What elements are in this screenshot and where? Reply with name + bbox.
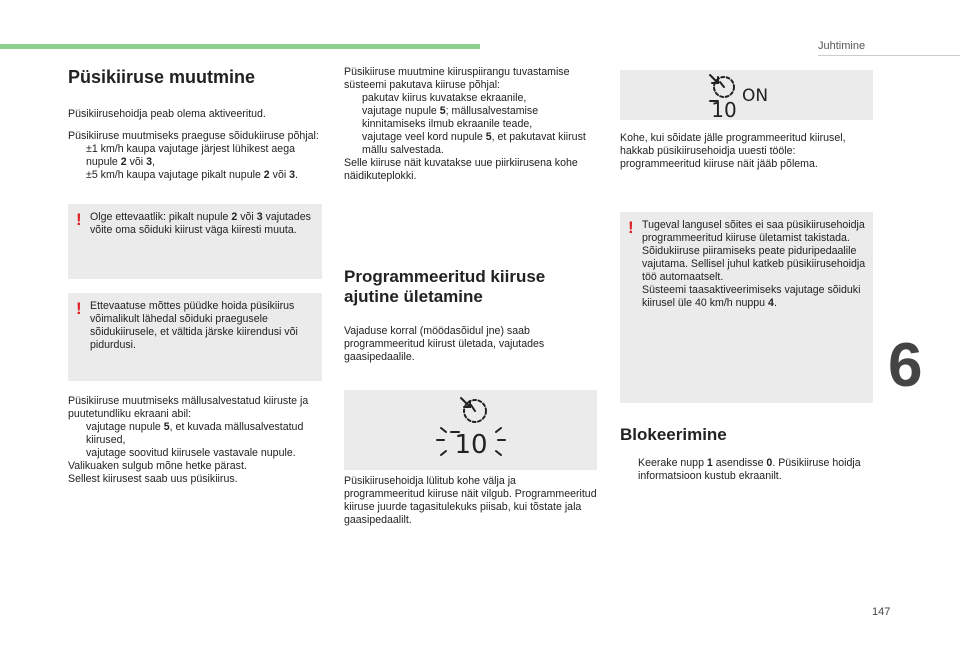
warning-exclamation-icon: ! [76,210,82,229]
paragraph: Kohe, kui sõidate jälle programmeeritud kiirusel, hakkab püsikiirusehoidja uuesti tööle: programmeeritud kiiruse näit jääb põlema. [620,132,846,170]
paragraph: Vajaduse korral (möödasõidul jne) saab programmeeritud kiirust ületada, vajutades gaasipedaalile. [344,325,545,363]
warning-box: ! Ettevaatuse mõttes püüdke hoida püsikiirus võimalikult lähedal sõiduki praegusele sõidukiirusele, et vältida järske kiirendusi või pidurdusi. [68,293,322,381]
paragraph: Püsikiiruse muutmiseks mällusalvestatud kiiruste ja puutetundliku ekraani abil: [68,395,309,420]
speed-resume-illustration [620,70,873,120]
warning-box: ! Tugeval langusel sõites ei saa püsikiirusehoidja programmeeritud kiiruse ületamist takistada. Sõidukiiruse piiramiseks peate piduripedaalile vajutama. Sellisel juhul katkeb püsikiirusehoidja töö automaatselt. Süsteemi taasaktiveerimiseks vajutage sõiduki kiirusel üle 40 km/h nuppu 4. [620,212,873,403]
on-label: ON [741,86,768,106]
chapter-number: 6 [888,331,923,400]
section-title-blocking: Blokeerimine [620,425,727,444]
paragraph: Sellest kiirusest saab uus püsikiirus. [68,473,238,485]
column-3 [620,70,873,483]
page-number: 147 [872,606,891,618]
paragraph: Selle kiiruse näit kuvatakse uue piirkiirusena kohe näidikuteplokki. [344,157,578,182]
paragraph: Püsikiirusehoidja peab olema aktiveeritud. [68,108,266,120]
header-accent-bar [0,44,480,49]
paragraph: Valikuaken sulgub mõne hetke pärast. [68,460,247,472]
bullet-icon [68,421,86,447]
bullet-icon [620,457,638,483]
section-title-override: Programmeeritud kiiruse ajutine ületamine [344,267,546,306]
bullet-icon [344,92,362,105]
paragraph: Püsikiirusehoidja lülitub kohe välja ja programmeeritud kiiruse näit vilgub. Programmeeritud kiiruse juurde tagasitulekuks piisab, kui tõstate jala gaasipedaalilt. [344,475,597,526]
bullet-icon [344,105,362,131]
speed-value: 10 [453,430,488,460]
list-item: Keerake nupp 1 asendisse 0. Püsikiiruse hoidja informatsioon kustub ekraanilt. [620,457,873,483]
paragraph: Püsikiiruse muutmine kiiruspiirangu tuvastamise süsteemi pakutava kiiruse põhjal: [344,66,570,91]
list-item: ±5 km/h kaupa vajutage pikalt nupule 2 või 3. [68,169,322,182]
speedometer-icon [702,71,792,119]
list-item: ±1 km/h kaupa vajutage järjest lühikest aega nupule 2 või 3, [68,143,322,169]
list-item: vajutage soovitud kiirusele vastavale nupule. [68,447,322,460]
warning-exclamation-icon: ! [628,218,634,237]
list-item: vajutage veel kord nupule 5, et pakutavat kiirust mällu salvestada. [344,131,597,157]
warning-box: ! Olge ettevaatlik: pikalt nupule 2 või 3 vajutades võite oma sõiduki kiirust väga kiiresti muuta. [68,204,322,279]
speedometer-icon [431,395,511,465]
column-1 [68,66,322,486]
speed-override-illustration [344,390,597,470]
chapter-name: Juhtimine [818,40,866,52]
column-2 [344,66,597,535]
list-item: vajutage nupule 5; mällusalvestamise kinnitamiseks ilmub ekraanile teade, [344,105,597,131]
chapter-divider [818,55,960,56]
bullet-icon [68,447,86,460]
section-title-speed-change: Püsikiiruse muutmine [68,67,256,87]
warning-exclamation-icon: ! [76,299,82,318]
bullet-icon [68,169,86,182]
list-item: vajutage nupule 5, et kuvada mällusalvestatud kiirused, [68,421,322,447]
paragraph: Püsikiiruse muutmiseks praeguse sõidukiiruse põhjal: [68,130,319,142]
list-item: pakutav kiirus kuvatakse ekraanile, [344,92,597,105]
bullet-icon [68,143,86,169]
bullet-icon [344,131,362,157]
speed-value: 10 [710,98,737,119]
